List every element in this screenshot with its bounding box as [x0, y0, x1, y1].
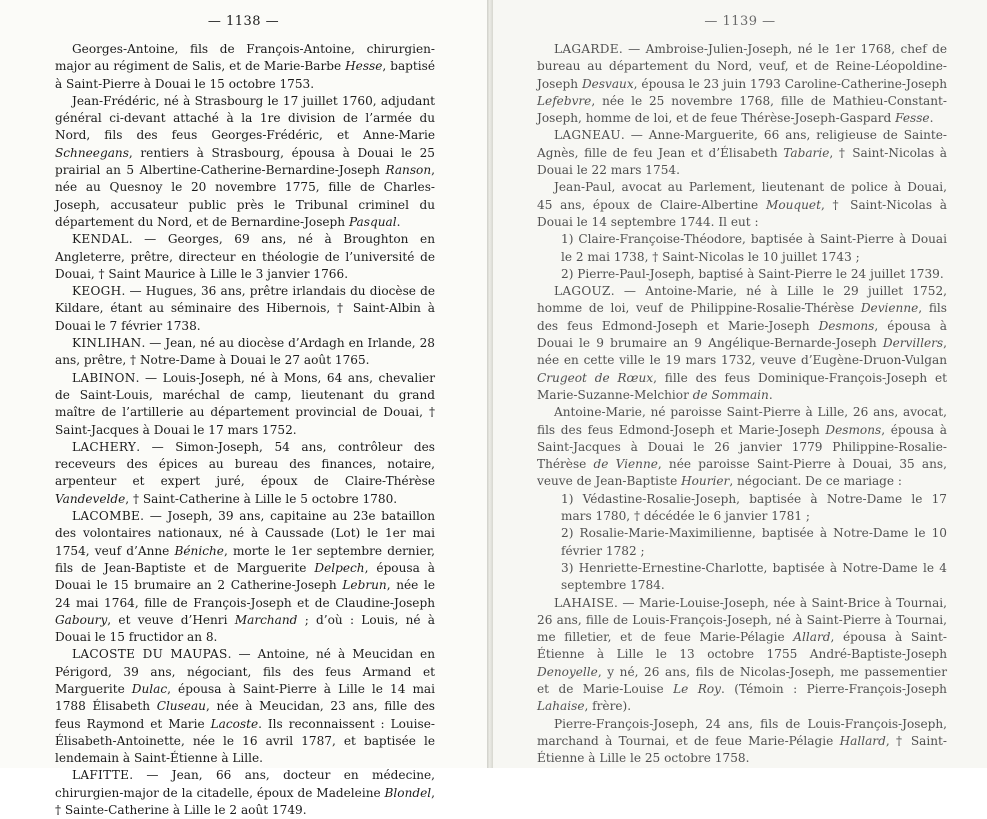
italic-name: Mouquet [765, 197, 821, 212]
entry-surname: LACHERY [72, 439, 137, 454]
italic-name: Lebrun [342, 578, 387, 593]
italic-name: de Vienne [593, 457, 658, 472]
italic-name: Lacoste [210, 716, 259, 731]
entry-paragraph [537, 595, 947, 716]
sub-entry [537, 266, 947, 283]
entry-text: , épousa à Douai le 15 brumaire an 2 Catherine-Joseph [55, 560, 435, 593]
entry-text: Antoine-Marie, né paroisse Saint-Pierre à Lille, 26 ans, avocat, fils des feus Edmond-Joseph et Marie-Joseph [537, 405, 947, 437]
entry-text: , épousa à Saint-Jacques à Douai le 26 janvier 1779 Philippine-Rosalie-Thérèse [537, 422, 947, 472]
entry-surname: KEOGH [72, 284, 122, 299]
entry-text: 1) Claire-Françoise-Théodore, baptisée à Saint-Pierre à Douai le 2 mai 1738, † Saint-Nicolas le 10 juillet 1743 ; [561, 232, 947, 264]
entry-text: . — Ambroise-Julien-Joseph, né le 1er 1768, chef de bureau au département du Nord, veuf, et de Reine-Léopoldine-Joseph [537, 42, 947, 91]
entry-text: , épousa à Saint-Pierre à Lille le 14 mai 1788 Élisabeth [55, 681, 435, 714]
italic-name: Gaboury [55, 612, 108, 627]
entry-text: . [929, 111, 934, 126]
italic-name: de Sommain [692, 387, 769, 402]
entry-text: , née à Meucidan, 23 ans, fille des feus Raymond et Marie [55, 699, 435, 731]
entry-text: . — Joseph, 39 ans, capitaine au 23e bataillon des volontaires nationaux, né à Caussade (Lot) le 1er mai 1754, veuf d’Anne [55, 509, 435, 558]
entry-paragraph [55, 767, 435, 819]
entry-paragraph [55, 370, 435, 439]
sub-entry [537, 525, 947, 560]
entry-text: 2) Pierre-Paul-Joseph, baptisé à Saint-Pierre le 24 juillet 1739. [561, 266, 944, 281]
entry-text: , y né, 26 ans, fils de Nicolas-Joseph, me passementier et de Marie-Louise [537, 664, 947, 696]
entry-text: , née en cette ville le 19 mars 1732, veuve d’Eugène-Druon-Vulgan [537, 336, 947, 368]
entry-text: . — Antoine, né à Meucidan en Périgord, 39 ans, négociant, fils des feus Armand et Marguerite [55, 647, 435, 696]
italic-name: Pasqual [348, 214, 397, 229]
entry-text: , née le 25 novembre 1768, fille de Mathieu-Constant-Joseph, homme de loi, et de feue Thérèse-Joseph-Gaspard [537, 93, 947, 126]
italic-name: Schneegans [55, 145, 129, 160]
entry-text: Jean-Frédéric, né à Strasbourg le 17 juillet 1760, adjudant général ci-devant attaché à la 1re division de l’armée du Nord, fils des feus Georges-Frédéric, et Anne-Marie [55, 93, 435, 143]
entry-paragraph [55, 439, 435, 508]
italic-name: Fesse [895, 111, 930, 126]
entry-paragraph [537, 716, 947, 768]
entry-text: . — Georges, 69 ans, né à Broughton en Angleterre, prêtre, directeur en théologie de l’université de Douai, † Saint Maurice à Lille le 3 janvier 1766. [55, 232, 435, 281]
entry-paragraph [55, 283, 435, 335]
italic-name: Hesse [345, 59, 383, 74]
entry-text: . (Témoin : Pierre-François-Joseph [720, 681, 947, 696]
entry-paragraph [537, 283, 947, 404]
italic-name: Vandevelde [55, 491, 126, 506]
italic-name: Le Roy [673, 681, 721, 696]
entry-text: , née le 24 mai 1764, fille de François-Joseph et de Claudine-Joseph [55, 578, 435, 610]
italic-name: Crugeot de Rœux [537, 370, 654, 385]
entry-surname: LACOMBE [72, 509, 141, 524]
italic-name: Delpech [314, 560, 365, 575]
entry-paragraph [537, 41, 947, 127]
italic-name: Ranson [385, 163, 432, 178]
entry-text: Georges-Antoine, fils de François-Antoine, chirurgien-major au régiment de Salis, et de Marie-Barbe [55, 42, 435, 74]
entry-text: , et veuve d’Henri [107, 612, 235, 627]
entry-text: . — Jean, né au diocèse d’Ardagh en Irlande, 28 ans, prêtre, † Notre-Dame à Douai le 27 août 1765. [55, 336, 435, 368]
italic-name: Cluseau [156, 699, 206, 714]
entry-text: , rentiers à Strasbourg, épousa à Douai le 25 prairial an 5 Albertine-Catherine-Bernardine-Joseph [55, 145, 435, 178]
entry-text: , † Saint-Nicolas à Douai le 14 septembre 1744. Il eut : [537, 197, 947, 229]
entry-text: . — Marie-Louise-Joseph, née à Saint-Brice à Tournai, 26 ans, fille de Louis-François-Joseph, né à Saint-Pierre à Tournai, me filletier, et de feue Marie-Pélagie [537, 595, 947, 645]
entry-text: , née au Quesnoy le 20 novembre 1775, fille de Charles-Joseph, accusateur public près le Tribunal criminel du département du Nord, et de Bernardine-Joseph [55, 163, 435, 229]
entry-text: , baptisé à Saint-Pierre à Douai le 15 octobre 1753. [55, 59, 435, 91]
entry-text: , née paroisse Saint-Pierre à Douai, 35 ans, veuve de Jean-Baptiste [537, 457, 947, 489]
entry-text: 1) Védastine-Rosalie-Joseph, baptisée à Notre-Dame le 17 mars 1780, † décédée le 6 janvier 1781 ; [561, 491, 947, 524]
entry-text: , frère). [584, 699, 632, 714]
entry-text: . [768, 387, 773, 402]
sub-entry [537, 491, 947, 526]
entry-text: . — Antoine-Marie, né à Lille le 29 juillet 1752, homme de loi, veuf de Philippine-Rosalie-Thérèse [537, 284, 947, 316]
entry-text: Jean-Paul, avocat au Parlement, lieutenant de police à Douai, 45 ans, époux de Claire-Albertine [537, 180, 947, 212]
italic-name: Lahaise [537, 699, 585, 714]
italic-name: Denoyelle [537, 664, 598, 679]
entry-surname: LABINON [72, 370, 136, 385]
italic-name: Desmons [818, 318, 875, 333]
entry-surname: LACOSTE DU MAUPAS [72, 647, 228, 662]
left-page [0, 0, 487, 818]
sub-entry [537, 560, 947, 595]
entry-surname: LAGARDE [554, 42, 619, 56]
italic-name: Desvaux [581, 76, 634, 91]
entry-paragraph [55, 335, 435, 370]
entry-surname: LAGNEAU [554, 128, 621, 143]
entry-text: . — Simon-Joseph, 54 ans, contrôleur des receveurs des épices au bureau des finances, notaire, arpenteur et expert juré, époux de Claire-Thérèse [55, 439, 435, 489]
left-page-text [55, 41, 435, 819]
entry-text: . — Jean, 66 ans, docteur en médecine, chirurgien-major de la citadelle, époux de Madeleine [55, 768, 435, 800]
entry-paragraph [55, 646, 435, 767]
italic-name: Dervillers [882, 336, 944, 351]
italic-name: Hourier [681, 474, 730, 489]
entry-text: , épousa à Saint-Étienne à Lille le 13 octobre 1755 André-Baptiste-Joseph [537, 630, 947, 662]
entry-text: , † Sainte-Catherine à Lille le 2 août 1749. [55, 785, 435, 818]
entry-text: . [396, 214, 401, 229]
italic-name: Blondel [384, 785, 432, 800]
italic-name: Tabarie [783, 145, 830, 160]
italic-name: Dulac [131, 681, 168, 696]
entry-text: . — Anne-Marguerite, 66 ans, religieuse de Sainte-Agnès, fille de feu Jean et d’Élisabeth [537, 128, 947, 160]
entry-text: , négociant. De ce mariage : [729, 474, 902, 489]
entry-text: . — Hugues, 36 ans, prêtre irlandais du diocèse de Kildare, étant au séminaire des Hibernois, † Saint-Albin à Douai le 7 février 1738. [55, 284, 435, 333]
italic-name: Allard [793, 630, 831, 645]
entry-paragraph [55, 93, 435, 231]
entry-paragraph [537, 179, 947, 231]
entry-paragraph [537, 404, 947, 490]
entry-text: , † Saint-Nicolas à Douai le 22 mars 1754. [537, 145, 947, 178]
entry-surname: LAHAISE [554, 595, 615, 610]
right-page-number: — 1139 — [704, 14, 776, 29]
entry-surname: KENDAL [72, 232, 129, 247]
entry-text: 3) Henriette-Ernestine-Charlotte, baptisée à Notre-Dame le 4 septembre 1784. [561, 560, 947, 593]
italic-name: Devienne [860, 301, 919, 316]
entry-text: , épousa le 23 juin 1793 Caroline-Catherine-Joseph [633, 76, 947, 91]
entry-paragraph [55, 41, 435, 93]
entry-text: , † Saint-Catherine à Lille le 5 octobre 1780. [125, 491, 398, 506]
sub-entry [537, 231, 947, 266]
entry-surname: LAGOUZ [554, 284, 611, 299]
entry-text: , fille des feus Dominique-François-Joseph et Marie-Suzanne-Melchior [537, 370, 947, 402]
entry-text: . Ils reconnaissent : Louise-Élisabeth-Antoinette, née le 16 avril 1787, et baptisée le lendemain à Saint-Étienne à Lille. [55, 716, 435, 766]
entry-text: , morte le 1er septembre dernier, fils de Jean-Baptiste et de Marguerite [55, 543, 435, 575]
right-page-text [537, 41, 947, 767]
left-page-number: — 1138 — [207, 14, 280, 29]
entry-paragraph [55, 231, 435, 283]
entry-surname: KINLIHAN [72, 336, 142, 351]
entry-text: ; d’où : Louis, né à Douai le 15 fructidor an 8. [55, 612, 436, 645]
entry-text: , épousa à Douai le 9 brumaire an 9 Angélique-Bernarde-Joseph [537, 318, 947, 351]
entry-text: Pierre-François-Joseph, 24 ans, fils de Louis-François-Joseph, marchand à Tournai, et de feue Marie-Pélagie [537, 716, 947, 748]
entry-paragraph [537, 127, 947, 179]
italic-name: Lefebvre [537, 93, 592, 108]
entry-paragraph [55, 508, 435, 646]
italic-name: Desmons [825, 422, 882, 437]
entry-text: , † Saint-Étienne à Lille le 25 octobre 1758. [537, 733, 947, 766]
italic-name: Marchand [234, 612, 298, 627]
right-page [493, 0, 987, 768]
entry-text: . — Louis-Joseph, né à Mons, 64 ans, chevalier de Saint-Louis, maréchal de camp, lieutenant du grand maître de l’artillerie au département provincial de Douai, † Saint-Jacques à Douai le 17 mars 1752. [55, 370, 435, 437]
entry-text: 2) Rosalie-Marie-Maximilienne, baptisée à Notre-Dame le 10 février 1782 ; [561, 526, 947, 558]
italic-name: Hallard [839, 733, 886, 748]
entry-surname: LAFITTE [72, 768, 130, 783]
entry-text: , fils des feus Edmond-Joseph et Marie-Joseph [537, 301, 947, 333]
italic-name: Béniche [174, 543, 224, 558]
